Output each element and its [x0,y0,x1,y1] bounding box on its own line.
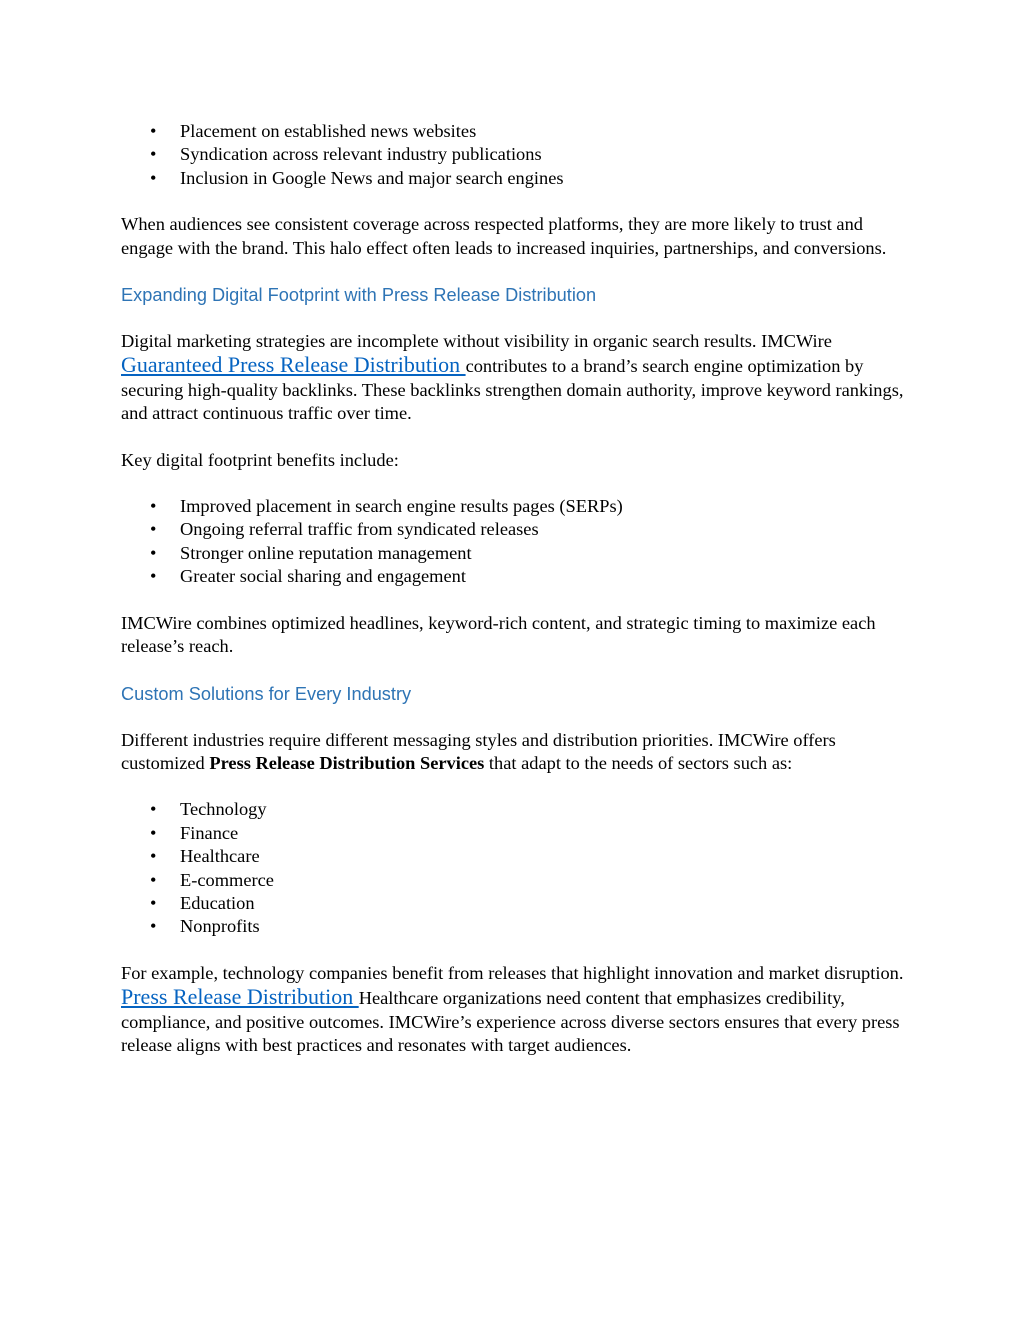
paragraph-digital-rest: contributes to a brand’s search engine optimization by securing high-quality backlinks. These backlinks strengthen domain authority, improve keyword rankings, and attract continuous traffic over time. [121,356,904,424]
page-content [121,120,911,1057]
bullet-icon: • [150,519,157,540]
paragraph-key-benefits: Key digital footprint benefits include: [121,449,399,470]
list-item [121,845,911,868]
paragraph-trust: When audiences see consistent coverage across respected platforms, they are more likely to trust and engage with the brand. This halo effect often leads to increased inquiries, partnerships, and conversions. [121,214,887,258]
press-release-distribution-link[interactable]: Press Release Distribution [121,984,359,1010]
list-item-text: Healthcare [180,846,260,867]
list-item-text: Technology [180,799,267,820]
industries-bullet-list [121,798,911,938]
heading-custom-solutions: Custom Solutions for Every Industry [121,683,412,704]
bullet-icon: • [150,846,157,867]
list-item [121,869,911,892]
list-item-text: Syndication across relevant industry publications [180,144,542,165]
bullet-icon: • [150,121,157,141]
list-item-text: Greater social sharing and engagement [180,566,466,587]
list-item [121,798,911,821]
list-item [121,915,911,938]
paragraph-industries-rest: that adapt to the needs of sectors such as: [484,752,793,773]
list-item [121,143,911,166]
paragraph-industries [121,729,911,776]
paragraph-industries-intro: Different industries require different messaging styles and distribution priorities. IMCWire offers customized [121,729,836,773]
list-item-text: Ongoing referral traffic from syndicated releases [180,519,539,540]
list-item-text: Placement on established news websites [180,121,477,141]
bullet-icon: • [150,542,157,563]
list-item-text: Inclusion in Google News and major search engines [180,167,564,188]
list-item-text: Stronger online reputation management [180,542,472,563]
heading-digital-footprint: Expanding Digital Footprint with Press Release Distribution [121,285,597,306]
list-item [121,542,911,565]
list-item [121,822,911,845]
paragraph-example-intro: For example, technology companies benefit from releases that highlight innovation and market disruption. [121,962,904,983]
bullet-icon: • [150,869,157,890]
bullet-icon: • [150,892,157,913]
guaranteed-press-release-link[interactable]: Guaranteed Press Release Distribution [121,352,466,378]
paragraph-digital [121,330,911,426]
list-item-text: E-commerce [180,869,274,890]
paragraph-digital-intro: Digital marketing strategies are incomplete without visibility in organic search results. IMCWire [121,331,832,352]
list-item [121,495,911,518]
bullet-icon: • [150,822,157,843]
list-item-text: Education [180,892,255,913]
list-item [121,892,911,915]
bullet-icon: • [150,566,157,587]
bullet-icon: • [150,144,157,165]
bullet-icon: • [150,799,157,820]
benefits-bullet-list [121,495,911,589]
list-item [121,120,911,143]
bullet-icon: • [150,167,157,188]
list-item [121,518,911,541]
paragraph-example [121,962,911,1058]
list-item [121,167,911,190]
coverage-bullet-list [121,120,911,190]
paragraph-imcwire: IMCWire combines optimized headlines, keyword-rich content, and strategic timing to maximize each release’s reach. [121,612,876,657]
bullet-icon: • [150,916,157,937]
bullet-icon: • [150,496,157,517]
list-item-text: Nonprofits [180,916,260,937]
list-item-text: Improved placement in search engine results pages (SERPs) [180,496,623,517]
paragraph-example-rest: Healthcare organizations need content that emphasizes credibility, compliance, and positive outcomes. IMCWire’s experience across diverse sectors ensures that every press release aligns with best practices and resonates with target audiences. [121,988,900,1055]
services-bold-text: Press Release Distribution Services [209,752,485,773]
list-item-text: Finance [180,822,239,843]
list-item [121,565,911,588]
